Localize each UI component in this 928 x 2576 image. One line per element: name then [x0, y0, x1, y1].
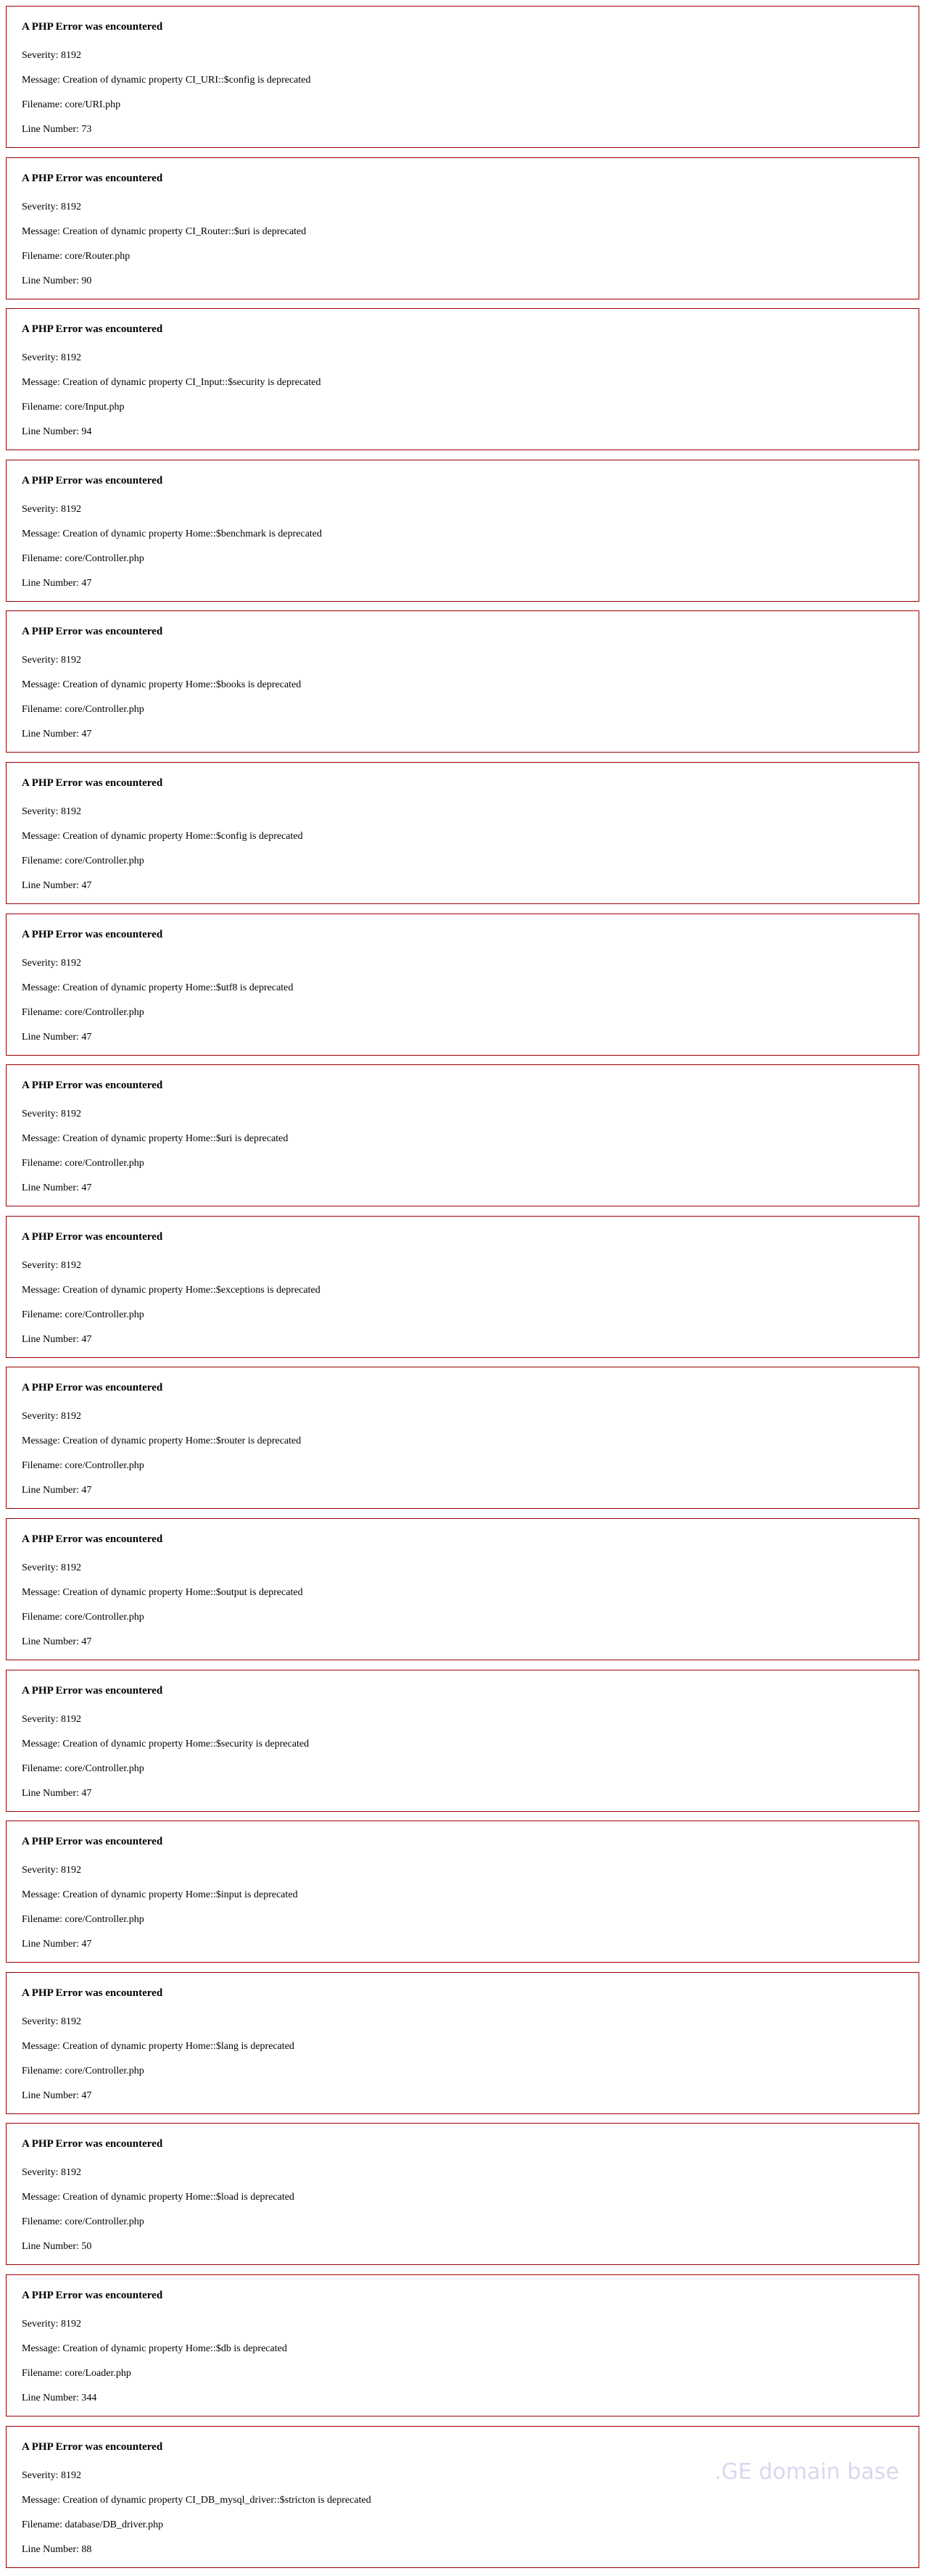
error-line: Line Number: 47 — [22, 729, 92, 740]
error-message: Message: Creation of dynamic property CI_Router::$uri is deprecated — [22, 226, 307, 237]
error-box — [6, 1518, 919, 1660]
error-severity: Severity: 8192 — [22, 1562, 82, 1573]
error-severity: Severity: 8192 — [22, 2319, 82, 2329]
error-severity: Severity: 8192 — [22, 958, 82, 969]
error-title: A PHP Error was encountered — [22, 2138, 163, 2150]
error-line: Line Number: 47 — [22, 1939, 92, 1950]
error-box — [6, 6, 919, 148]
error-title: A PHP Error was encountered — [22, 2441, 163, 2453]
error-box — [6, 914, 919, 1056]
error-box — [6, 1064, 919, 1206]
error-message: Message: Creation of dynamic property Home::$config is deprecated — [22, 831, 303, 842]
error-severity: Severity: 8192 — [22, 352, 82, 363]
error-severity: Severity: 8192 — [22, 1260, 82, 1271]
error-title: A PHP Error was encountered — [22, 1836, 163, 1847]
error-severity: Severity: 8192 — [22, 2167, 82, 2178]
error-filename: Filename: core/Controller.php — [22, 2216, 144, 2227]
error-title: A PHP Error was encountered — [22, 1987, 163, 1999]
error-filename: Filename: core/Loader.php — [22, 2368, 131, 2379]
error-title: A PHP Error was encountered — [22, 173, 163, 184]
error-filename: Filename: core/Input.php — [22, 402, 125, 413]
error-line: Line Number: 47 — [22, 578, 92, 589]
error-title: A PHP Error was encountered — [22, 2290, 163, 2301]
error-filename: Filename: core/Controller.php — [22, 2066, 144, 2076]
error-severity: Severity: 8192 — [22, 1411, 82, 1422]
error-message: Message: Creation of dynamic property CI_URI::$config is deprecated — [22, 75, 311, 86]
error-box — [6, 610, 919, 753]
error-filename: Filename: core/Controller.php — [22, 1612, 144, 1623]
error-title: A PHP Error was encountered — [22, 1685, 163, 1697]
error-line: Line Number: 47 — [22, 1032, 92, 1043]
error-title: A PHP Error was encountered — [22, 323, 163, 335]
error-message: Message: Creation of dynamic property Home::$benchmark is deprecated — [22, 529, 323, 539]
error-title: A PHP Error was encountered — [22, 929, 163, 940]
error-filename: Filename: core/Controller.php — [22, 1007, 144, 1018]
error-box — [6, 1821, 919, 1963]
error-severity: Severity: 8192 — [22, 1109, 82, 1119]
error-title: A PHP Error was encountered — [22, 1231, 163, 1243]
error-filename: Filename: core/Controller.php — [22, 1914, 144, 1925]
error-filename: Filename: core/Controller.php — [22, 1309, 144, 1320]
error-line: Line Number: 47 — [22, 2090, 92, 2101]
error-message: Message: Creation of dynamic property Home::$utf8 is deprecated — [22, 982, 294, 993]
error-box — [6, 1972, 919, 2114]
error-line: Line Number: 90 — [22, 276, 92, 286]
error-box — [6, 308, 919, 450]
error-title: A PHP Error was encountered — [22, 21, 163, 33]
error-filename: Filename: core/Router.php — [22, 251, 130, 262]
error-severity: Severity: 8192 — [22, 1714, 82, 1725]
error-line: Line Number: 47 — [22, 1334, 92, 1345]
error-box — [6, 2426, 919, 2568]
error-message: Message: Creation of dynamic property CI_Input::$security is deprecated — [22, 377, 321, 388]
error-message: Message: Creation of dynamic property CI_DB_mysql_driver::$stricton is deprecated — [22, 2495, 371, 2506]
error-severity: Severity: 8192 — [22, 655, 82, 666]
error-severity: Severity: 8192 — [22, 2470, 82, 2481]
watermark-text: .GE domain base — [714, 2459, 899, 2485]
error-line: Line Number: 73 — [22, 124, 92, 135]
error-box — [6, 1367, 919, 1509]
error-title: A PHP Error was encountered — [22, 777, 163, 789]
error-severity: Severity: 8192 — [22, 1865, 82, 1876]
error-filename: Filename: core/Controller.php — [22, 1763, 144, 1774]
error-filename: Filename: core/Controller.php — [22, 704, 144, 715]
error-message: Message: Creation of dynamic property Home::$lang is deprecated — [22, 2041, 294, 2052]
error-box — [6, 1670, 919, 1812]
error-line: Line Number: 344 — [22, 2393, 97, 2403]
error-title: A PHP Error was encountered — [22, 626, 163, 637]
error-line: Line Number: 47 — [22, 1183, 92, 1193]
error-box — [6, 460, 919, 602]
error-title: A PHP Error was encountered — [22, 1533, 163, 1545]
error-box — [6, 157, 919, 299]
error-message: Message: Creation of dynamic property Home::$uri is deprecated — [22, 1133, 289, 1144]
error-message: Message: Creation of dynamic property Home::$router is deprecated — [22, 1436, 302, 1446]
error-message: Message: Creation of dynamic property Home::$input is deprecated — [22, 1889, 298, 1900]
error-title: A PHP Error was encountered — [22, 1080, 163, 1091]
error-filename: Filename: database/DB_driver.php — [22, 2519, 164, 2530]
error-filename: Filename: core/URI.php — [22, 99, 121, 110]
error-title: A PHP Error was encountered — [22, 1382, 163, 1393]
error-box — [6, 1216, 919, 1358]
error-message: Message: Creation of dynamic property Home::$db is deprecated — [22, 2343, 287, 2354]
error-severity: Severity: 8192 — [22, 504, 82, 515]
error-box — [6, 762, 919, 904]
error-line: Line Number: 47 — [22, 1636, 92, 1647]
error-box — [6, 2274, 919, 2416]
error-severity: Severity: 8192 — [22, 806, 82, 817]
error-title: A PHP Error was encountered — [22, 475, 163, 486]
error-line: Line Number: 47 — [22, 880, 92, 891]
error-message: Message: Creation of dynamic property Home::$output is deprecated — [22, 1587, 303, 1598]
error-box — [6, 2123, 919, 2265]
error-line: Line Number: 47 — [22, 1788, 92, 1799]
error-line: Line Number: 88 — [22, 2544, 92, 2555]
error-filename: Filename: core/Controller.php — [22, 1460, 144, 1471]
error-severity: Severity: 8192 — [22, 2016, 82, 2027]
error-message: Message: Creation of dynamic property Home::$books is deprecated — [22, 679, 302, 690]
error-message: Message: Creation of dynamic property Home::$security is deprecated — [22, 1739, 310, 1749]
error-line: Line Number: 50 — [22, 2241, 92, 2252]
error-filename: Filename: core/Controller.php — [22, 1158, 144, 1169]
error-filename: Filename: core/Controller.php — [22, 856, 144, 866]
error-filename: Filename: core/Controller.php — [22, 553, 144, 564]
error-line: Line Number: 47 — [22, 1485, 92, 1496]
error-severity: Severity: 8192 — [22, 50, 82, 61]
error-message: Message: Creation of dynamic property Home::$load is deprecated — [22, 2192, 294, 2203]
error-message: Message: Creation of dynamic property Home::$exceptions is deprecated — [22, 1285, 320, 1296]
error-severity: Severity: 8192 — [22, 202, 82, 212]
error-line: Line Number: 94 — [22, 426, 92, 437]
